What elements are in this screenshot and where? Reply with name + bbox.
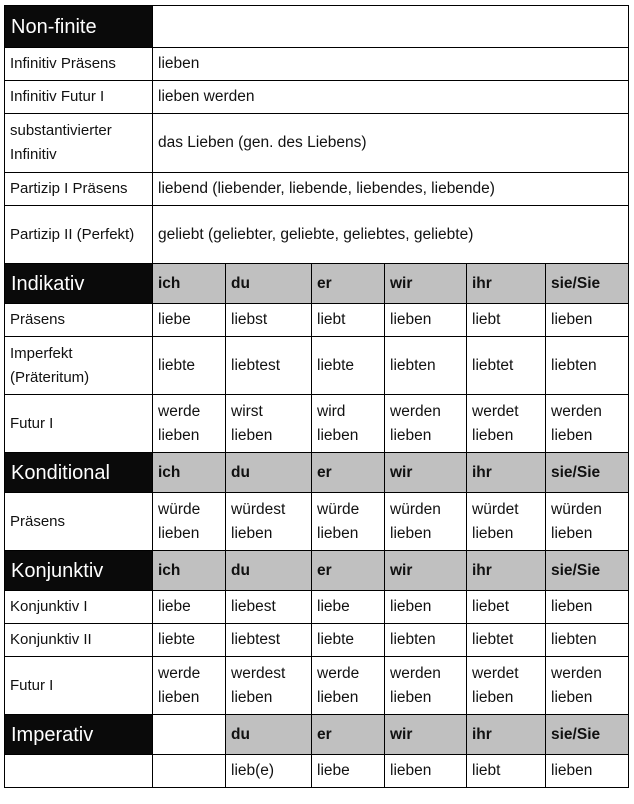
section-title-konditional: Konditional: [5, 453, 153, 493]
verb-form: liebten: [546, 624, 629, 657]
section-title-nonfinite: Non-finite: [5, 6, 153, 48]
row-label: Infinitiv Futur I: [5, 81, 153, 114]
verb-form: werden lieben: [385, 395, 467, 453]
konditional-header-row: [5, 453, 629, 493]
row-value: lieben werden: [153, 81, 629, 114]
row-label: Partizip I Präsens: [5, 173, 153, 206]
verb-form: liebte: [312, 624, 385, 657]
table-row: [5, 337, 629, 395]
verb-form: werde lieben: [153, 657, 226, 715]
verb-form: lieben: [385, 304, 467, 337]
pronoun-header: er: [312, 453, 385, 493]
row-label: Imperfekt (Präteritum): [5, 337, 153, 395]
verb-form: werden lieben: [385, 657, 467, 715]
verb-form: werde lieben: [312, 657, 385, 715]
verb-form: liebe: [312, 755, 385, 788]
pronoun-header: wir: [385, 264, 467, 304]
verb-form: lieben: [546, 755, 629, 788]
verb-form: werden lieben: [546, 395, 629, 453]
row-label: Konjunktiv I: [5, 591, 153, 624]
verb-form: liebte: [153, 337, 226, 395]
verb-form: liebt: [467, 304, 546, 337]
table-row: [5, 755, 629, 788]
verb-form: liebtest: [226, 337, 312, 395]
table-row: [5, 657, 629, 715]
pronoun-header: er: [312, 264, 385, 304]
table-row: [5, 395, 629, 453]
section-title-imperativ: Imperativ: [5, 715, 153, 755]
pronoun-header: du: [226, 715, 312, 755]
table-row: [5, 624, 629, 657]
table-row: [5, 304, 629, 337]
verb-form: lieben: [546, 591, 629, 624]
pronoun-header: du: [226, 264, 312, 304]
row-label: Konjunktiv II: [5, 624, 153, 657]
verb-form: liebe: [312, 591, 385, 624]
pronoun-header: du: [226, 551, 312, 591]
row-label: Futur I: [5, 395, 153, 453]
verb-form: würde lieben: [312, 493, 385, 551]
verb-form: werden lieben: [546, 657, 629, 715]
row-label: Infinitiv Präsens: [5, 48, 153, 81]
pronoun-header: ihr: [467, 453, 546, 493]
imperativ-label-empty: [5, 755, 153, 788]
imperativ-empty-cell: [153, 755, 226, 788]
verb-form: lieben: [546, 304, 629, 337]
pronoun-header: ich: [153, 264, 226, 304]
verb-form: liebten: [546, 337, 629, 395]
table-row: [5, 206, 629, 264]
table-row: [5, 114, 629, 173]
verb-form: würdest lieben: [226, 493, 312, 551]
verb-form: liebet: [467, 591, 546, 624]
pronoun-header: ihr: [467, 551, 546, 591]
pronoun-header: ihr: [467, 264, 546, 304]
verb-form: lieben: [385, 591, 467, 624]
pronoun-header: du: [226, 453, 312, 493]
pronoun-header: sie/Sie: [546, 551, 629, 591]
verb-form: werdest lieben: [226, 657, 312, 715]
pronoun-header: wir: [385, 453, 467, 493]
verb-form: liebten: [385, 337, 467, 395]
table-row: [5, 48, 629, 81]
imperativ-empty-cell: [153, 715, 226, 755]
verb-form: würden lieben: [546, 493, 629, 551]
verb-form: wird lieben: [312, 395, 385, 453]
row-label: Präsens: [5, 493, 153, 551]
verb-form: werdet lieben: [467, 395, 546, 453]
verb-form: liebtet: [467, 624, 546, 657]
section-title-konjunktiv: Konjunktiv: [5, 551, 153, 591]
row-value: liebend (liebender, liebende, liebendes, liebende): [153, 173, 629, 206]
row-label: Futur I: [5, 657, 153, 715]
konjunktiv-header-row: [5, 551, 629, 591]
row-label: Partizip II (Perfekt): [5, 206, 153, 264]
row-label: Präsens: [5, 304, 153, 337]
pronoun-header: wir: [385, 551, 467, 591]
pronoun-header: ihr: [467, 715, 546, 755]
conjugation-table: [4, 5, 629, 788]
row-value: das Lieben (gen. des Liebens): [153, 114, 629, 173]
verb-form: lieben: [385, 755, 467, 788]
verb-form: liebt: [312, 304, 385, 337]
verb-form: liebst: [226, 304, 312, 337]
verb-form: liebe: [153, 591, 226, 624]
verb-form: wirst lieben: [226, 395, 312, 453]
verb-form: würdet lieben: [467, 493, 546, 551]
pronoun-header: ich: [153, 551, 226, 591]
verb-form: liebest: [226, 591, 312, 624]
table-row: [5, 81, 629, 114]
verb-form: liebtet: [467, 337, 546, 395]
pronoun-header: wir: [385, 715, 467, 755]
pronoun-header: ich: [153, 453, 226, 493]
verb-form: liebt: [467, 755, 546, 788]
verb-form: würden lieben: [385, 493, 467, 551]
pronoun-header: sie/Sie: [546, 264, 629, 304]
verb-form: lieb(e): [226, 755, 312, 788]
pronoun-header: er: [312, 715, 385, 755]
verb-form: würde lieben: [153, 493, 226, 551]
pronoun-header: sie/Sie: [546, 453, 629, 493]
verb-form: liebte: [312, 337, 385, 395]
indikativ-header-row: [5, 264, 629, 304]
table-row: [5, 493, 629, 551]
pronoun-header: sie/Sie: [546, 715, 629, 755]
verb-form: werdet lieben: [467, 657, 546, 715]
table-row: [5, 173, 629, 206]
verb-form: liebte: [153, 624, 226, 657]
row-value: geliebt (geliebter, geliebte, geliebtes, geliebte): [153, 206, 629, 264]
verb-form: liebten: [385, 624, 467, 657]
row-label: substantivierter Infinitiv: [5, 114, 153, 173]
table-row: [5, 591, 629, 624]
row-value: lieben: [153, 48, 629, 81]
section-title-indikativ: Indikativ: [5, 264, 153, 304]
verb-form: liebe: [153, 304, 226, 337]
imperativ-header-row: [5, 715, 629, 755]
verb-form: liebtest: [226, 624, 312, 657]
nonfinite-header-empty: [153, 6, 629, 48]
nonfinite-header-row: [5, 6, 629, 48]
pronoun-header: er: [312, 551, 385, 591]
verb-form: werde lieben: [153, 395, 226, 453]
